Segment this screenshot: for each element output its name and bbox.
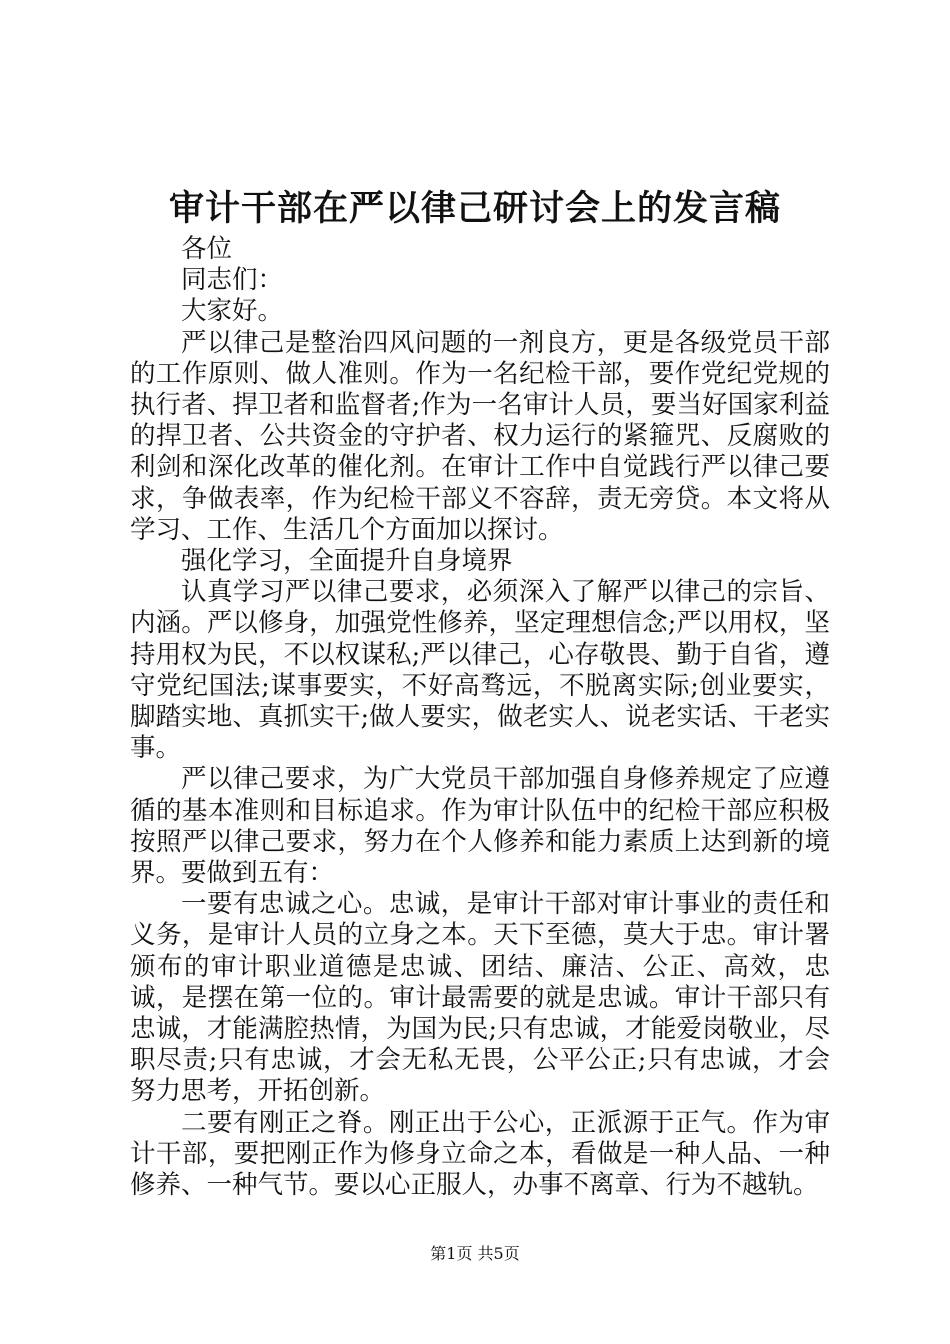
body-paragraph: 二要有刚正之脊。刚正出于公心，正派源于正气。作为审计干部，要把刚正作为修身立命之本，看做是一种人品、一种修养、一种气节。要以心正服人，办事不离章、行为不越轨。 (130, 1107, 830, 1201)
body-paragraph: 严以律己是整治四风问题的一剂良方，更是各级党员干部的工作原则、做人准则。作为一名纪检干部，要作党纪党规的执行者、捍卫者和监督者;作为一名审计人员，要当好国家利益的捍卫者、公共资金的守护者、权力运行的紧箍咒、反腐败的利剑和深化改革的催化剂。在审计工作中自觉践行严以律己要求，争做表率，作为纪检干部义不容辞，责无旁贷。本文将从学习、工作、生活几个方面加以探讨。 (130, 327, 830, 545)
page-number-footer: 第1页 共5页 (430, 1244, 520, 1263)
salutation-line-1: 各位 (181, 234, 233, 264)
document-title: 审计干部在严以律己研讨会上的发言稿 (168, 188, 781, 229)
salutation-line-2: 同志们： (181, 265, 284, 296)
body-paragraph: 严以律己要求，为广大党员干部加强自身修养规定了应遵循的基本准则和目标追求。作为审计队伍中的纪检干部应积极按照严以律己要求，努力在个人修养和能力素质上达到新的境界。要做到五有： (130, 764, 830, 889)
greeting-line: 大家好。 (181, 296, 284, 327)
body-paragraph: 认真学习严以律己要求，必须深入了解严以律己的宗旨、内涵。严以修身，加强党性修养，坚定理想信念;严以用权，坚持用权为民，不以权谋私;严以律己，心存敬畏、勤于自省，遵守党纪国法;谋事要实，不好高骛远，不脱离实际;创业要实，脚踏实地、真抓实干;做人要实，做老实人、说老实话、干老实事。 (130, 577, 830, 764)
section-heading: 强化学习，全面提升自身境界 (181, 546, 513, 577)
body-paragraph: 一要有忠诚之心。忠诚，是审计干部对审计事业的责任和义务，是审计人员的立身之本。天下至德，莫大于忠。审计署颁布的审计职业道德是忠诚、团结、廉洁、公正、高效，忠诚，是摆在第一位的。审计最需要的就是忠诚。审计干部只有忠诚，才能满腔热情，为国为民;只有忠诚，才能爱岗敬业，尽职尽责;只有忠诚，才会无私无畏，公平公正;只有忠诚，才会努力思考，开拓创新。 (130, 889, 830, 1107)
document-body (130, 234, 830, 1201)
